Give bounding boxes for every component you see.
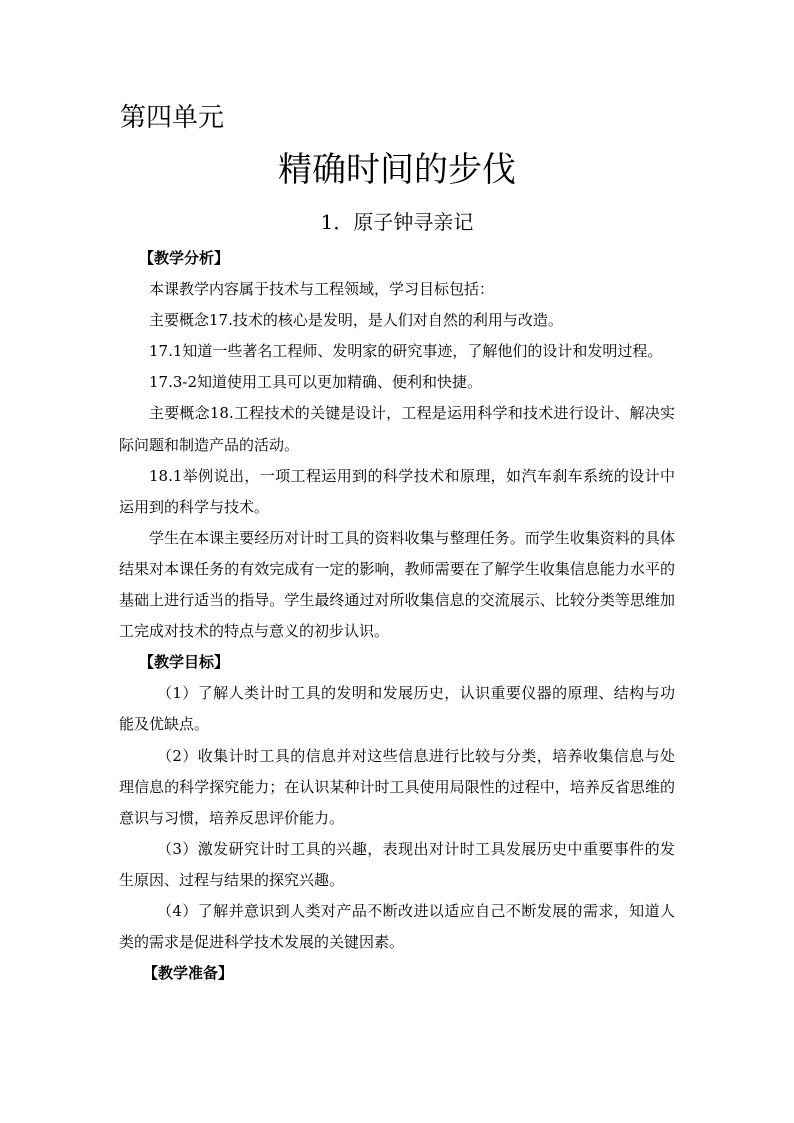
analysis-paragraph: 18.1举例说出，一项工程运用到的科学技术和原理，如汽车刹车系统的设计中运用到的科学与技术。 — [119, 466, 675, 516]
section-heading-objectives: 【教学目标】 — [139, 653, 230, 672]
analysis-paragraph: 本课教学内容属于技术与工程领域，学习目标包括： — [149, 280, 495, 299]
section-heading-analysis: 【教学分析】 — [139, 249, 230, 267]
analysis-paragraph: 学生在本课主要经历对计时工具的资料收集与整理任务。而学生收集资料的具体结果对本课任务的有效完成有一定的影响，教师需要在了解学生收集信息能力水平的基础上进行适当的指导。学生最终通过对所收集信息的交流展示、比较分类等思维加工完成对技术的特点与意义的初步认识。 — [119, 528, 675, 641]
unit-label: 第四单元 — [120, 103, 225, 133]
objective-item: （1）了解人类计时工具的发明和发展历史，认识重要仪器的原理、结构与功能及优缺点。 — [119, 684, 675, 734]
section-heading-preparation: 【教学准备】 — [143, 964, 234, 983]
objective-item: （2）收集计时工具的信息并对这些信息进行比较与分类，培养收集信息与处理信息的科学探究能力；在认识某种计时工具使用局限性的过程中，培养反省思维的意识与习惯，培养反思评价能力。 — [119, 746, 675, 827]
analysis-paragraph: 17.1知道一些著名工程师、发明家的研究事迹，了解他们的设计和发明过程。 — [149, 342, 663, 361]
objective-item: （4）了解并意识到人类对产品不断改进以适应自己不断发展的需求，知道人类的需求是促进科学技术发展的关键因素。 — [119, 901, 675, 952]
page-title: 精确时间的步伐 — [278, 150, 516, 190]
analysis-paragraph: 主要概念17.技术的核心是发明，是人们对自然的利用与改造。 — [149, 311, 563, 330]
objective-item: （3）激发研究计时工具的兴趣，表现出对计时工具发展历史中重要事件的发生原因、过程与结果的探究兴趣。 — [119, 839, 675, 889]
document-body — [119, 243, 675, 989]
analysis-paragraph: 17.3-2知道使用工具可以更加精确、便利和快捷。 — [149, 373, 483, 392]
analysis-paragraph: 主要概念18.工程技术的关键是设计，工程是运用科学和技术进行设计、解决实际问题和制造产品的活动。 — [119, 404, 675, 454]
lesson-title: 1．原子钟寻亲记 — [320, 210, 474, 234]
